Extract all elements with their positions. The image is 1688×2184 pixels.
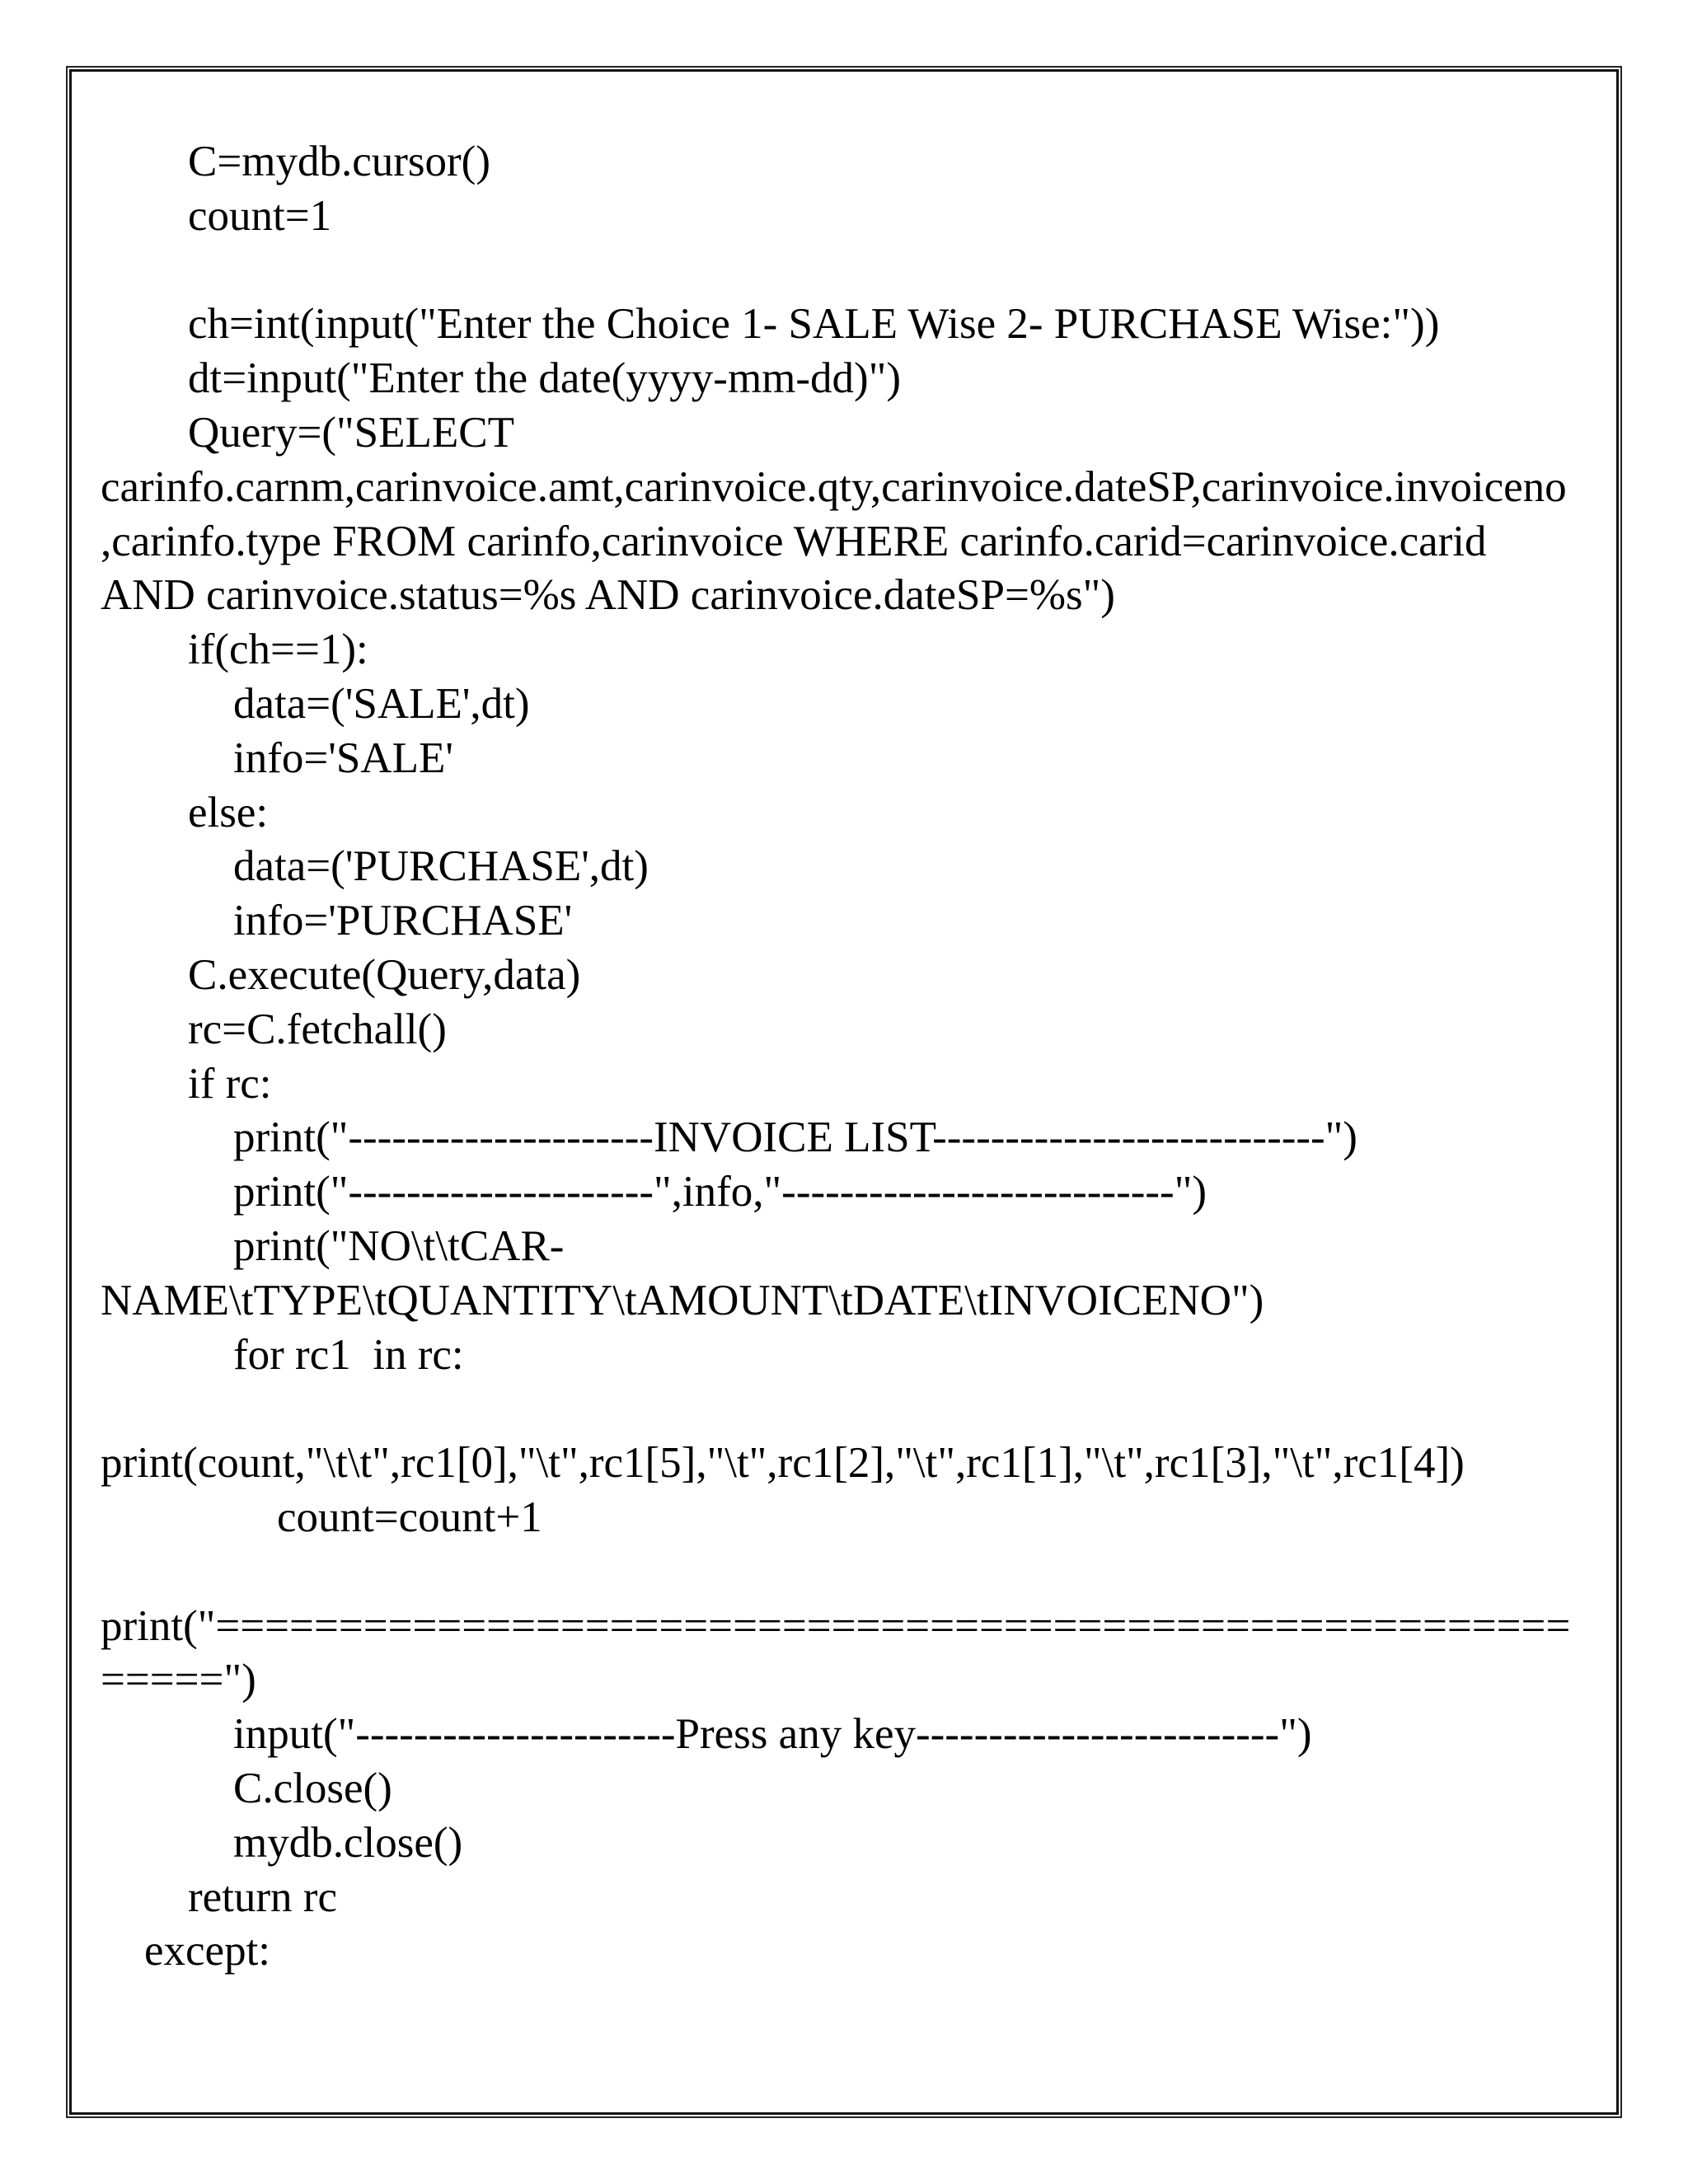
code-line: [0, 786, 1688, 841]
code-line-wrapped: [0, 1436, 1688, 1491]
code-line-text: info='SALE': [233, 733, 453, 782]
code-line: [0, 677, 1688, 732]
code-line: [0, 352, 1688, 406]
code-line-text: info='PURCHASE': [233, 897, 573, 945]
code-line-text: else:: [188, 788, 269, 837]
code-line-text: carinfo.carnm,carinvoice.amt,carinvoice.qty,carinvoice.dateSP,carinvoice.invoiceno: [101, 462, 1567, 511]
code-line: [0, 298, 1688, 352]
code-line: [0, 1762, 1688, 1816]
blank-line: [0, 1382, 1688, 1436]
blank-line: [0, 1545, 1688, 1600]
code-line-text: for rc1 in rc:: [233, 1330, 464, 1379]
code-line-wrapped: [0, 569, 1688, 623]
code-line: [0, 1220, 1688, 1274]
code-line-wrapped: [0, 1600, 1688, 1654]
code-line-text: if rc:: [188, 1059, 272, 1108]
code-line-text: ,carinfo.type FROM carinfo,carinvoice WHERE carinfo.carid=carinvoice.carid: [101, 517, 1487, 565]
code-line-text: print(count,"\t\t",rc1[0],"\t",rc1[5],"\t",rc1[2],"\t",rc1[1],"\t",rc1[3],"\t",rc1[4]): [101, 1439, 1465, 1488]
code-line: [0, 1816, 1688, 1871]
code-line-wrapped: [0, 1653, 1688, 1708]
code-line-wrapped: [0, 1274, 1688, 1329]
code-line-text: mydb.close(): [233, 1818, 463, 1867]
code-line-text: except:: [144, 1927, 271, 1975]
code-line-text: rc=C.fetchall(): [188, 1005, 447, 1053]
code-line-text: print("NO\t\tCAR-: [233, 1221, 565, 1270]
code-line: [0, 1871, 1688, 1925]
code-line: [0, 135, 1688, 190]
code-line-text: ch=int(input("Enter the Choice 1- SALE Wise 2- PURCHASE Wise:")): [188, 300, 1440, 349]
code-line: [0, 1057, 1688, 1112]
code-line: [0, 623, 1688, 677]
code-line-text: print("---------------------",info,"---------------------------"): [233, 1168, 1207, 1216]
code-line: [0, 190, 1688, 244]
code-line: [0, 894, 1688, 949]
code-line-text: C.execute(Query,data): [188, 950, 581, 999]
code-line-text: print("=======================================================: [101, 1601, 1571, 1650]
code-line-text: return rc: [188, 1872, 337, 1921]
code-line-text: ====="): [101, 1656, 256, 1704]
code-line-text: AND carinvoice.status=%s AND carinvoice.dateSP=%s"): [101, 571, 1115, 620]
code-line-text: C.close(): [233, 1764, 392, 1812]
code-line: [0, 1924, 1688, 1979]
code-line: [0, 1111, 1688, 1165]
code-line-wrapped: [0, 461, 1688, 515]
code-line-text: if(ch==1):: [188, 626, 368, 674]
code-line: [0, 949, 1688, 1003]
code-line-text: dt=input("Enter the date(yyyy-mm-dd)"): [188, 354, 901, 403]
code-line-text: input("----------------------Press any key-------------------------"): [233, 1710, 1312, 1759]
code-listing: [0, 135, 1688, 1979]
code-line-text: count=count+1: [277, 1493, 542, 1541]
code-line: [0, 406, 1688, 461]
code-line-text: C=mydb.cursor(): [188, 138, 490, 185]
code-line-text: print("---------------------INVOICE LIST---------------------------"): [233, 1113, 1357, 1162]
code-line-text: Query=("SELECT: [188, 408, 514, 457]
code-line-text: data=('SALE',dt): [233, 679, 530, 728]
blank-line: [0, 244, 1688, 298]
code-line: [0, 1708, 1688, 1762]
code-line-wrapped: [0, 515, 1688, 569]
code-line-text: count=1: [188, 191, 332, 240]
code-line: [0, 840, 1688, 894]
code-line: [0, 1165, 1688, 1220]
code-line: [0, 1003, 1688, 1057]
code-line-text: NAME\tTYPE\tQUANTITY\tAMOUNT\tDATE\tINVOICENO"): [101, 1276, 1264, 1324]
code-line: [0, 732, 1688, 786]
code-line-text: data=('PURCHASE',dt): [233, 842, 649, 891]
code-line: [0, 1329, 1688, 1383]
code-line: [0, 1491, 1688, 1545]
